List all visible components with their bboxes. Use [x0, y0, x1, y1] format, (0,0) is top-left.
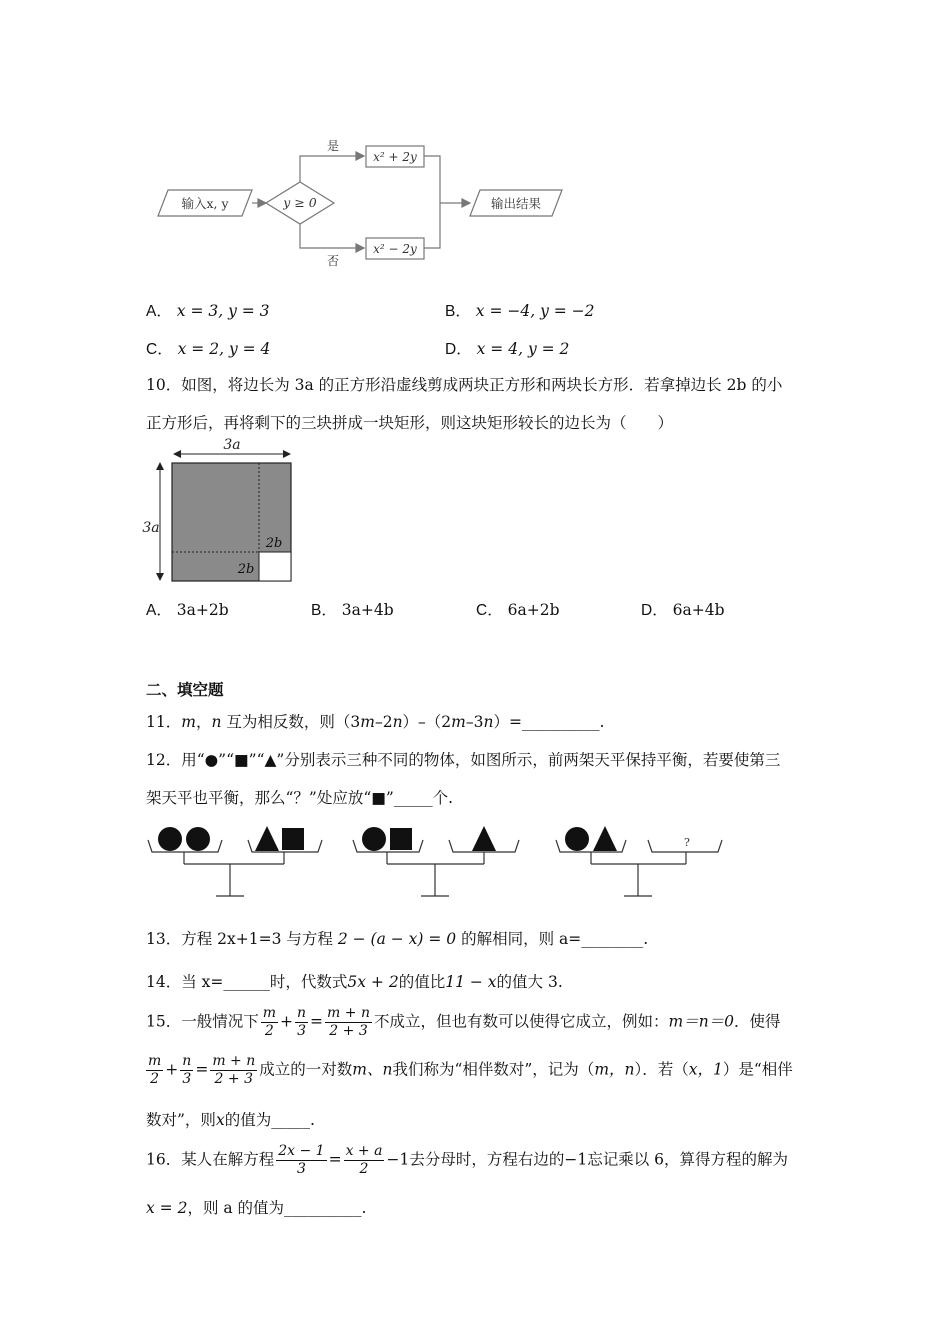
q15-vars: m，n — [594, 1060, 635, 1079]
option-label: B． — [445, 303, 471, 320]
q15-line-2: $\frac{m}{2}$ + $\frac{n}{3}$ = $\frac{m + n}{2 + 3}$ 成立的一对数m、n我们称为“相伴数对”，记为（m，n）．若（x，1）是“相伴 — [148, 1053, 793, 1087]
q15-text: 我们称为“相伴数对”，记为（ — [392, 1060, 595, 1079]
triangle-object — [255, 826, 279, 851]
fraction: $\frac{m}{2}$ — [148, 1053, 162, 1087]
condition-label: y ≥ 0 — [283, 195, 317, 210]
q15-text: ．使得 — [734, 1012, 781, 1031]
q15-var-x: x — [215, 1111, 225, 1129]
q10-option-a — [146, 598, 229, 620]
q12-line-2: 架天平也平衡，那么“？”处应放“■”_____个. — [146, 789, 454, 807]
q13-text: 的解相同，则 a=________. — [461, 930, 649, 948]
q14 — [146, 970, 563, 992]
q11-text: –3 — [465, 713, 484, 731]
option-value: x = 2, y = 4 — [177, 340, 271, 358]
option-value: x = 4, y = 2 — [476, 340, 570, 358]
no-label: 否 — [326, 254, 340, 268]
q15-text: 15．一般情况下 — [146, 1012, 259, 1031]
option-label: A． — [146, 602, 172, 619]
q10-figure — [138, 432, 303, 587]
var-n: n — [392, 713, 403, 731]
option-value: 3a+4b — [341, 601, 394, 619]
q16-expr: −1 — [386, 1150, 410, 1169]
q10-line-1: 10．如图，将边长为 3a 的正方形沿虚线剪成两块正方形和两块长方形．若拿掉边长 2b 的小 — [146, 376, 783, 394]
input-label: 输入x, y — [181, 196, 229, 211]
circle-object — [158, 827, 182, 851]
question-mark: ? — [684, 836, 690, 849]
bottom-formula: x² − 2y — [373, 242, 417, 256]
q9-option-a — [146, 299, 270, 321]
q16-line-1: 16．某人在解方程 $\frac{2x - 1}{3}$ = $\frac{x + a}{2}$ −1去分母时，方程右边的−1忘记乘以 6，算得方程的解为 — [146, 1143, 788, 1177]
label-left-3a: 3a — [142, 520, 160, 536]
option-value: 6a+4b — [672, 601, 725, 619]
q15-text: 成立的一对数 — [259, 1060, 353, 1079]
q9-option-b — [445, 299, 595, 321]
square-object — [282, 828, 304, 850]
fraction: $\frac{m}{2}$ — [262, 1005, 277, 1039]
option-label: B． — [311, 602, 337, 619]
triangle-object — [593, 826, 617, 851]
option-label: D． — [641, 602, 668, 619]
q13-text: 13．方程 2x+1=3 与方程 — [146, 930, 333, 948]
q16-expr: −1 — [564, 1150, 588, 1169]
flowchart — [150, 110, 570, 280]
option-label: C． — [146, 341, 173, 358]
option-value: 6a+2b — [507, 601, 560, 619]
option-label: C． — [476, 602, 503, 619]
q10-line-2: 正方形后，再将剩下的三块拼成一块矩形，则这块矩形较长的边长为（ ） — [146, 414, 674, 432]
q14-text: 14．当 x=______时，代数式 — [146, 973, 348, 991]
fraction: $\frac{x + a}{2}$ — [345, 1143, 383, 1177]
q15-text: ）．若（ — [634, 1060, 689, 1079]
q9-option-d — [445, 337, 569, 359]
q15-line-3 — [146, 1108, 315, 1130]
q10-option-b — [311, 598, 394, 620]
yes-label: 是 — [326, 139, 340, 153]
var-n: n — [211, 713, 222, 731]
q15-text: 的值为_____. — [224, 1111, 315, 1129]
q9-option-c — [146, 337, 270, 359]
q11-text: ）=__________. — [493, 713, 605, 731]
q14-text: 的值大 3. — [496, 973, 563, 991]
option-label: A． — [146, 303, 172, 320]
top-formula: x² + 2y — [373, 150, 417, 164]
q15-text: 不成立，但也有数可以使得它成立，例如： — [373, 1012, 669, 1031]
label-top-3a: 3a — [223, 437, 241, 453]
circle-object — [565, 827, 589, 851]
small-square-removed — [259, 552, 291, 581]
q14-expr: 11 − x — [445, 973, 497, 991]
section-title: 二、填空题 — [146, 682, 224, 699]
option-value: 3a+2b — [176, 601, 229, 619]
var-n: n — [483, 713, 494, 731]
output-label: 输出结果 — [490, 196, 542, 211]
fraction: $\frac{m + n}{2 + 3}$ — [212, 1053, 256, 1087]
q15-text: 数对”，则 — [146, 1111, 216, 1129]
q15-text: ）是“相伴 — [722, 1060, 793, 1079]
q16-text: 16．某人在解方程 — [146, 1150, 275, 1169]
q11-text: –2 — [374, 713, 393, 731]
q11 — [146, 710, 604, 732]
circle-object — [362, 827, 386, 851]
circle-object — [186, 827, 210, 851]
q16-text: ，则 a 的值为__________. — [187, 1199, 367, 1217]
label-2b-top: 2b — [265, 536, 283, 551]
q11-number: 11． — [146, 713, 182, 731]
q11-text: 互为相反数，则（3 — [221, 713, 361, 731]
triangle-object — [472, 826, 496, 851]
fraction: $\frac{m + n}{2 + 3}$ — [327, 1005, 370, 1039]
q11-text: ）–（2 — [402, 713, 452, 731]
option-value: x = −4, y = −2 — [475, 302, 595, 320]
q15-line-1: 15．一般情况下 $\frac{m}{2}$ + $\frac{n}{3}$ = $\frac{m + n}{2 + 3}$ 不成立，但也有数可以使得它成立，例如：m＝n＝0．使得 — [146, 1005, 781, 1039]
q15-vars: x，1 — [688, 1060, 723, 1079]
q14-text: 的值比 — [398, 973, 446, 991]
q16-line-2 — [146, 1196, 366, 1218]
q14-expr: 5x + 2 — [347, 973, 399, 991]
q15-example: m＝n＝0 — [668, 1012, 735, 1031]
q12-line-1: 12．用“●”“■”“▲”分别表示三种不同的物体，如图所示，前两架天平保持平衡，若要使第三 — [146, 751, 781, 769]
q11-sep: ， — [195, 713, 212, 731]
option-label: D． — [445, 341, 472, 358]
var-m: m — [360, 713, 375, 731]
q15-vars: m、n — [352, 1060, 393, 1079]
option-value: x = 3, y = 3 — [176, 302, 270, 320]
square-object — [390, 828, 412, 850]
q13 — [146, 927, 648, 949]
q10-option-d — [641, 598, 725, 620]
fraction: $\frac{n}{3}$ — [182, 1053, 192, 1087]
q16-expr: x = 2 — [146, 1199, 188, 1217]
q10-option-c — [476, 598, 560, 620]
q13-equation: 2 − (a − x) = 0 — [337, 930, 457, 948]
balance-figure — [146, 818, 726, 900]
q16-text: 去分母时，方程右边的 — [409, 1150, 565, 1169]
q16-text: 忘记乘以 6，算得方程的解为 — [587, 1150, 788, 1169]
fraction: $\frac{2x - 1}{3}$ — [278, 1143, 325, 1177]
var-m: m — [451, 713, 466, 731]
fraction: $\frac{n}{3}$ — [297, 1005, 307, 1039]
var-m: m — [181, 713, 196, 731]
label-2b-left: 2b — [237, 562, 255, 577]
